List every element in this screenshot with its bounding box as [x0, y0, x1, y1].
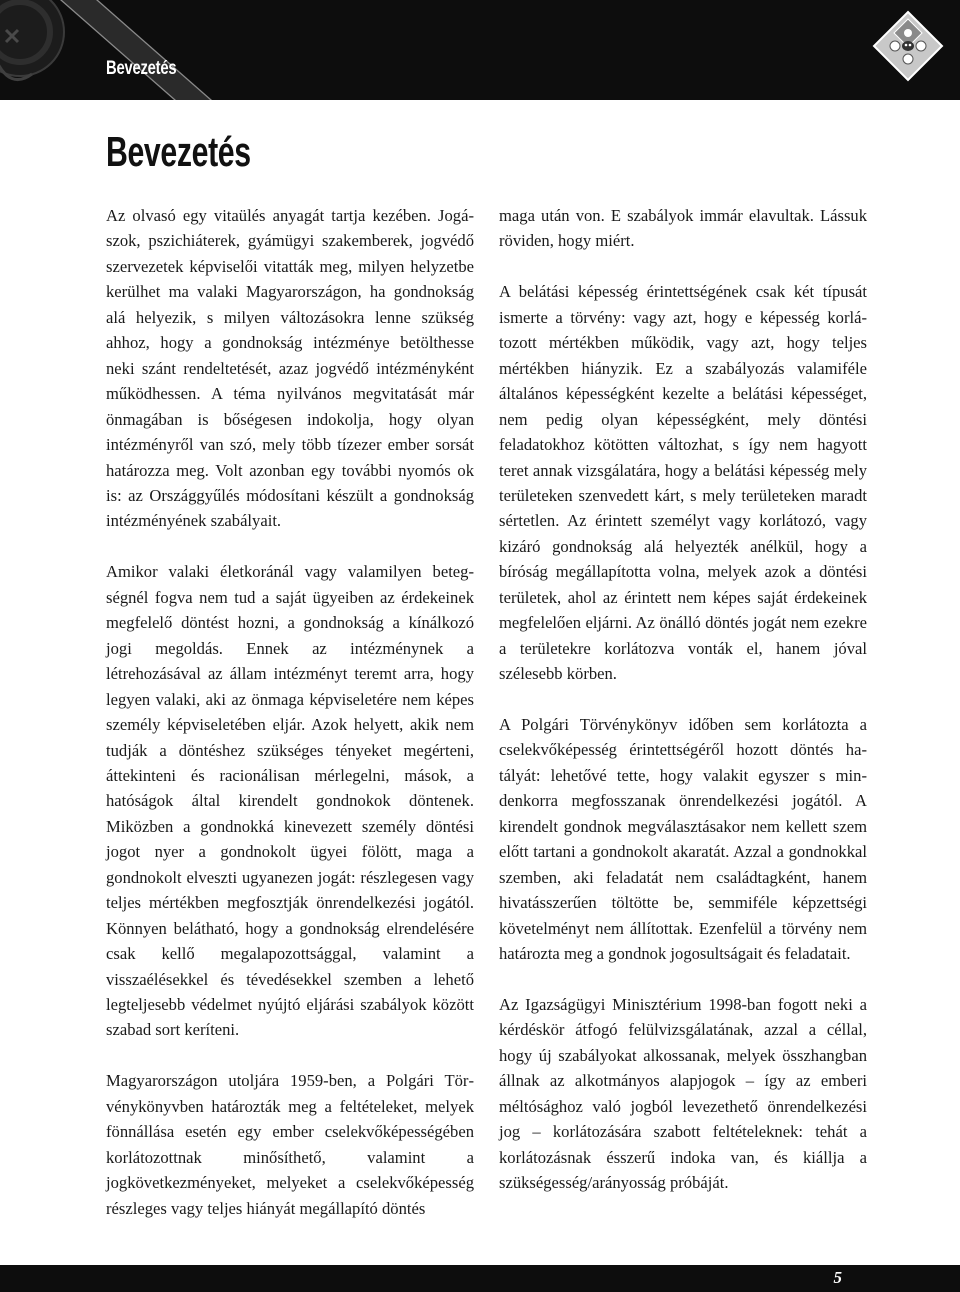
page-title: Bevezetés	[106, 128, 251, 175]
section-label: Bevezetés	[106, 58, 177, 79]
paragraph: maga után von. E szabályok immár elavultak. Lássuk röviden, hogy miért.	[499, 206, 867, 251]
paragraph: Amikor valaki életkoránál vagy valamilyen betegségnél fogva nem tud a saját ügyeiben az érdekeinek megfelelő döntést hozni, a gondnokság a kínálkozó jogi megoldás. Ennek az intézménynek a létrehozásával az állam intézményt teremt arra, hogy legyen valaki, aki az önmaga képviseletére nem képes személy képviseletében eljár. Azok helyett, akik nem tudják a döntéshez szükséges tényeket megérteni, áttekinteni és racionálisan mérlegelni, mások, a hatóságok által kirendelt gondnokok döntenek. Miközben a gondnokká kinevezett személy döntési jogot nyer a gondnokolt ügyei fölött, maga a gondnokolt elveszti ugyanezen jogát: részlegesen vagy teljes mértékben megfosztják önrendelkezési jogától. Könnyen belátható, hogy a gondnokság elrendelésére csak kellő megalapozottsággal, valamint a visszaélésekkel és tévedésekkel szemben a lehető legteljesebb védelmet nyújtó eljárási szabályok között szabad sort keríteni.	[106, 562, 474, 1040]
skull-crossbones-badge-icon	[872, 10, 944, 82]
paragraph: Magyarországon utoljára 1959-ben, a Polgári Törvénykönyvben határozták meg a feltételeket, melyek fönnállása esetén egy ember cselekvőképességében korlátozottnak minősíthető, valamint a jogkövetkezményeket, melyeket a cselekvőképesség részleges vagy teljes hiányát megállapító döntés	[106, 1071, 474, 1218]
paragraph: A belátási képesség érintettségének csak két típusát ismerte a törvény: vagy azt, hogy e képesség korlátozott mértékben működik, vagy azt, hogy teljes mértékben hiányzik. Ez a szabályozás valamiféle általános képességként kezelte a belátási képességet, nem pedig olyan képességként, mely döntési feladatokhoz kötötten változhat, s így nem hagyott teret annak vizsgálatára, hogy a belátási képesség mely területeken szenvedett kárt, s mely területeken maradt sértetlen. Az érintett személyt vagy korlátozó, vagy kizáró gondnokság alá helyezték anélkül, hogy a bíróság megállapította volna, melyek azok a döntési területek, ahol az érintett nem képes saját érdekeinek megfelelően eljárni. Az önálló döntés jogát nem ezekre a területekre korlátozva vonták el, hanem jóval szélesebb körben.	[499, 282, 867, 684]
header-bar	[0, 0, 960, 100]
page-number: 5	[833, 1268, 842, 1287]
footer-bar	[0, 1265, 960, 1292]
skull-artwork-icon	[0, 0, 240, 100]
right-column	[499, 203, 867, 1196]
left-column	[106, 203, 474, 1221]
paragraph: A Polgári Törvénykönyv időben sem korlátozta a cselekvőképesség érintettségéről hozott döntés hatályát: lehetővé tette, hogy valakit egyszer s mindenkorra megfosszanak önrendelkezési jogától. A kirendelt gondnok megválasztásakor nem kellett szem előtt tartani a gondnokolt akaratát. Azzal a gondnokkal szemben, aki feladatát nem családtagként, hanem hivatásszerűen töltötte be, semmiféle képzettségi követelményt nem állítottak. Ezenfelül a törvény nem határozta meg a gondnok jogosultságait és feladatait.	[499, 715, 867, 964]
paragraph: Az Igazságügyi Minisztérium 1998-ban fogott neki a kérdéskör átfogó felülvizsgálatának, azzal a céllal, hogy új szabályokat alkossanak, melyek összhangban állnak az alkotmányos alapjogok – így az emberi méltósághoz való jogból levezethető önrendelkezési jog – korlátozására szabott feltételeknek: tehát a korlátozásnak ésszerű indoka van, és kiállja a szükségesség/arányosság próbáját.	[499, 995, 867, 1193]
paragraph: Az olvasó egy vitaülés anyagát tartja kezében. Jogászok, pszichiáterek, gyámügyi szakemberek, jogvédő szervezetek képviselői vitatták meg, milyen helyzetbe kerülhet ma valaki Magyarországon, ha gondnokság alá helyezik, s milyen változásokra lenne szükség ahhoz, hogy a gondnokság intézménye betölthesse neki szánt rendeltetését, azaz jogvédő intézményként működhessen. A téma nyilvános megvitatását már önmagában is bőségesen indokolja, hogy olyan intézményről van szó, mely több tízezer ember sorsát határozza meg. Volt azonban egy további nyomós ok is: az Országgyűlés módosítani készült a gondnokság intézményének szabályait.	[106, 206, 474, 531]
